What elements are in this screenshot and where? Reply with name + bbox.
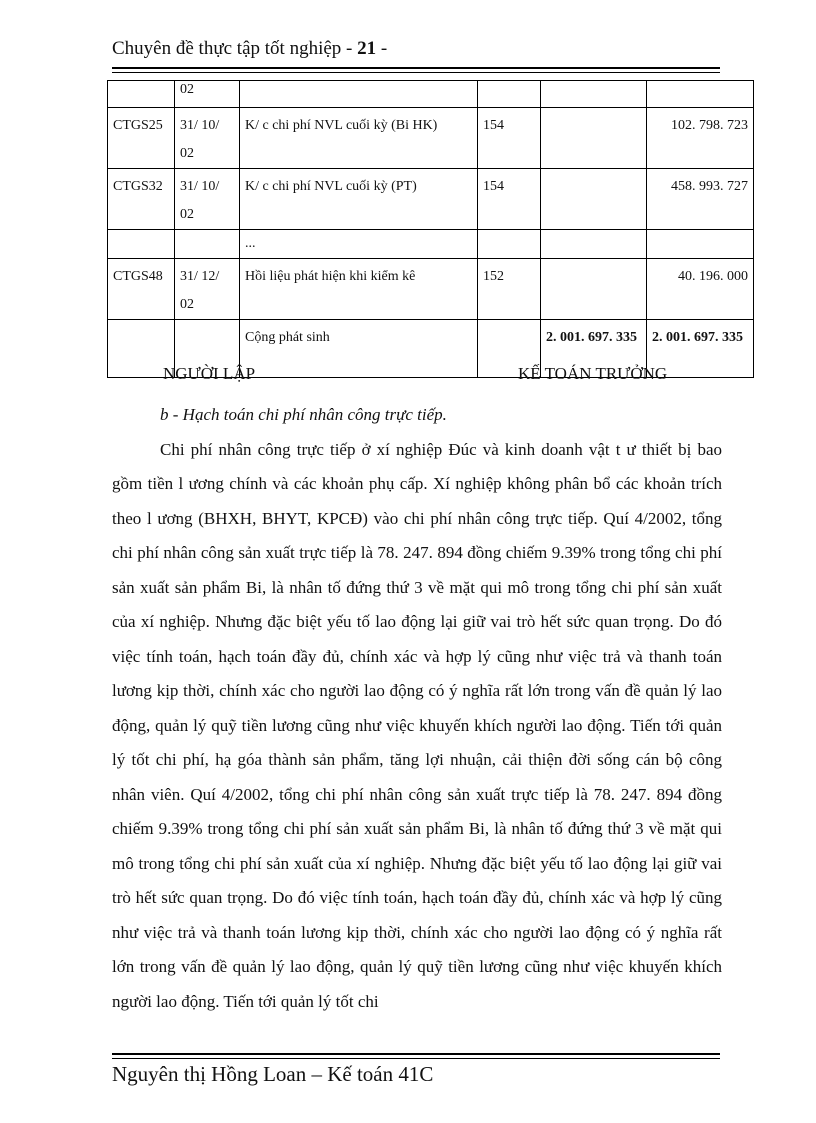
table-cell: 02 xyxy=(175,81,240,108)
table-cell: ... xyxy=(240,230,478,259)
table-cell xyxy=(108,81,175,108)
body-paragraph: Chi phí nhân công trực tiếp ở xí nghiệp Đúc và kinh doanh vật t ư thiết bị bao gồm tiền l ương chính và các khoản phụ cấp. Xí nghiệp không phân bổ các khoản trích theo l ương (BHXH, BHYT, KPCĐ) vào chi phí nhân công trực tiếp. Quí 4/2002, tổng chi phí nhân công sản xuất trực tiếp là 78. 247. 894 đồng chiếm 9.39% trong tổng chi phí sản xuất sản phẩm Bi, là nhân tố đứng thứ 3 về mặt qui mô trong tổng chi phí sản xuất của xí nghiệp. Nhưng đặc biệt yếu tố lao động lại giữ vai trò hết sức quan trọng. Do đó việc tính toán, hạch toán đầy đủ, chính xác và hợp lý cũng như việc trả và thanh toán lương kịp thời, chính xác cho người lao động có ý nghĩa rất lớn trong vấn đề quản lý lao động, quản lý quỹ tiền lương cũng như việc khuyến khích người lao động. Tiến tới quản lý tốt chi phí, hạ góa thành sản phẩm, tăng lợi nhuận, cải thiện đời sống cán bộ công nhân viên. Quí 4/2002, tổng chi phí nhân công sản xuất trực tiếp là 78. 247. 894 đồng chiếm 9.39% trong tổng chi phí sản xuất sản phẩm Bi, là nhân tố đứng thứ 3 về mặt qui mô trong tổng chi phí sản xuất của xí nghiệp. Nhưng đặc biệt yếu tố lao động lại giữ vai trò hết sức quan trọng. Do đó việc tính toán, hạch toán đầy đủ, chính xác và hợp lý cũng như việc trả và thanh toán lương kịp thời, chính xác cho người lao động có ý nghĩa rất lớn trong vấn đề quản lý lao động, quản lý quỹ tiền lương cũng như việc khuyến khích người lao động. Tiến tới quản lý tốt chi xyxy=(112,439,722,1011)
table-cell: CTGS25 xyxy=(108,108,175,169)
signature-chief-accountant: KẾ TOÁN TRƯỞNG xyxy=(518,364,668,383)
table-cell: Cộng phát sinh xyxy=(240,320,478,378)
table-cell xyxy=(541,169,647,230)
table-cell: 154 xyxy=(478,108,541,169)
table-cell xyxy=(541,230,647,259)
table-cell: 152 xyxy=(478,259,541,320)
table-cell: 154 xyxy=(478,169,541,230)
table-cell: 2. 001. 697. 335 xyxy=(647,320,754,378)
table-cell: 31/ 12/ 02 xyxy=(175,259,240,320)
table-cell: CTGS32 xyxy=(108,169,175,230)
table-cell: 102. 798. 723 xyxy=(647,108,754,169)
table-cell xyxy=(647,81,754,108)
header-title: Chuyên đề thực tập tốt nghiệp - xyxy=(112,38,358,59)
table-cell: 31/ 10/ 02 xyxy=(175,108,240,169)
table-cell: K/ c chi phí NVL cuối kỳ (PT) xyxy=(240,169,478,230)
table-cell: K/ c chi phí NVL cuối kỳ (Bi HK) xyxy=(240,108,478,169)
header-rule-thin xyxy=(112,72,720,73)
header-suffix: - xyxy=(376,38,388,59)
table-cell xyxy=(647,230,754,259)
table-cell xyxy=(240,81,478,108)
footer-rule xyxy=(112,1053,720,1055)
table-cell xyxy=(175,230,240,259)
table-cell xyxy=(478,230,541,259)
table-row xyxy=(108,169,754,230)
table-cell xyxy=(108,230,175,259)
table-cell xyxy=(541,259,647,320)
table-cell: Hồi liệu phát hiện khi kiểm kê xyxy=(240,259,478,320)
table-row xyxy=(108,81,754,108)
table-row xyxy=(108,259,754,320)
page-number: 21 xyxy=(357,38,377,59)
signature-preparer: NGƯỜI LẬP xyxy=(163,364,256,383)
ledger-table xyxy=(107,80,754,378)
table-cell: 31/ 10/ 02 xyxy=(175,169,240,230)
header-rule xyxy=(112,67,720,69)
table-cell: 2. 001. 697. 335 xyxy=(541,320,647,378)
table-row xyxy=(108,108,754,169)
table-cell: 40. 196. 000 xyxy=(647,259,754,320)
table-cell: 458. 993. 727 xyxy=(647,169,754,230)
page-header xyxy=(112,38,387,60)
footer-rule-thin xyxy=(112,1058,720,1059)
table-cell: CTGS48 xyxy=(108,259,175,320)
table-cell xyxy=(478,81,541,108)
page-footer: Nguyên thị Hồng Loan – Kế toán 41C xyxy=(112,1062,434,1086)
table-row xyxy=(108,230,754,259)
body-text xyxy=(112,398,722,1019)
section-subheading: b - Hạch toán chi phí nhân công trực tiếp. xyxy=(160,405,447,424)
table-cell xyxy=(541,108,647,169)
table-cell xyxy=(541,81,647,108)
